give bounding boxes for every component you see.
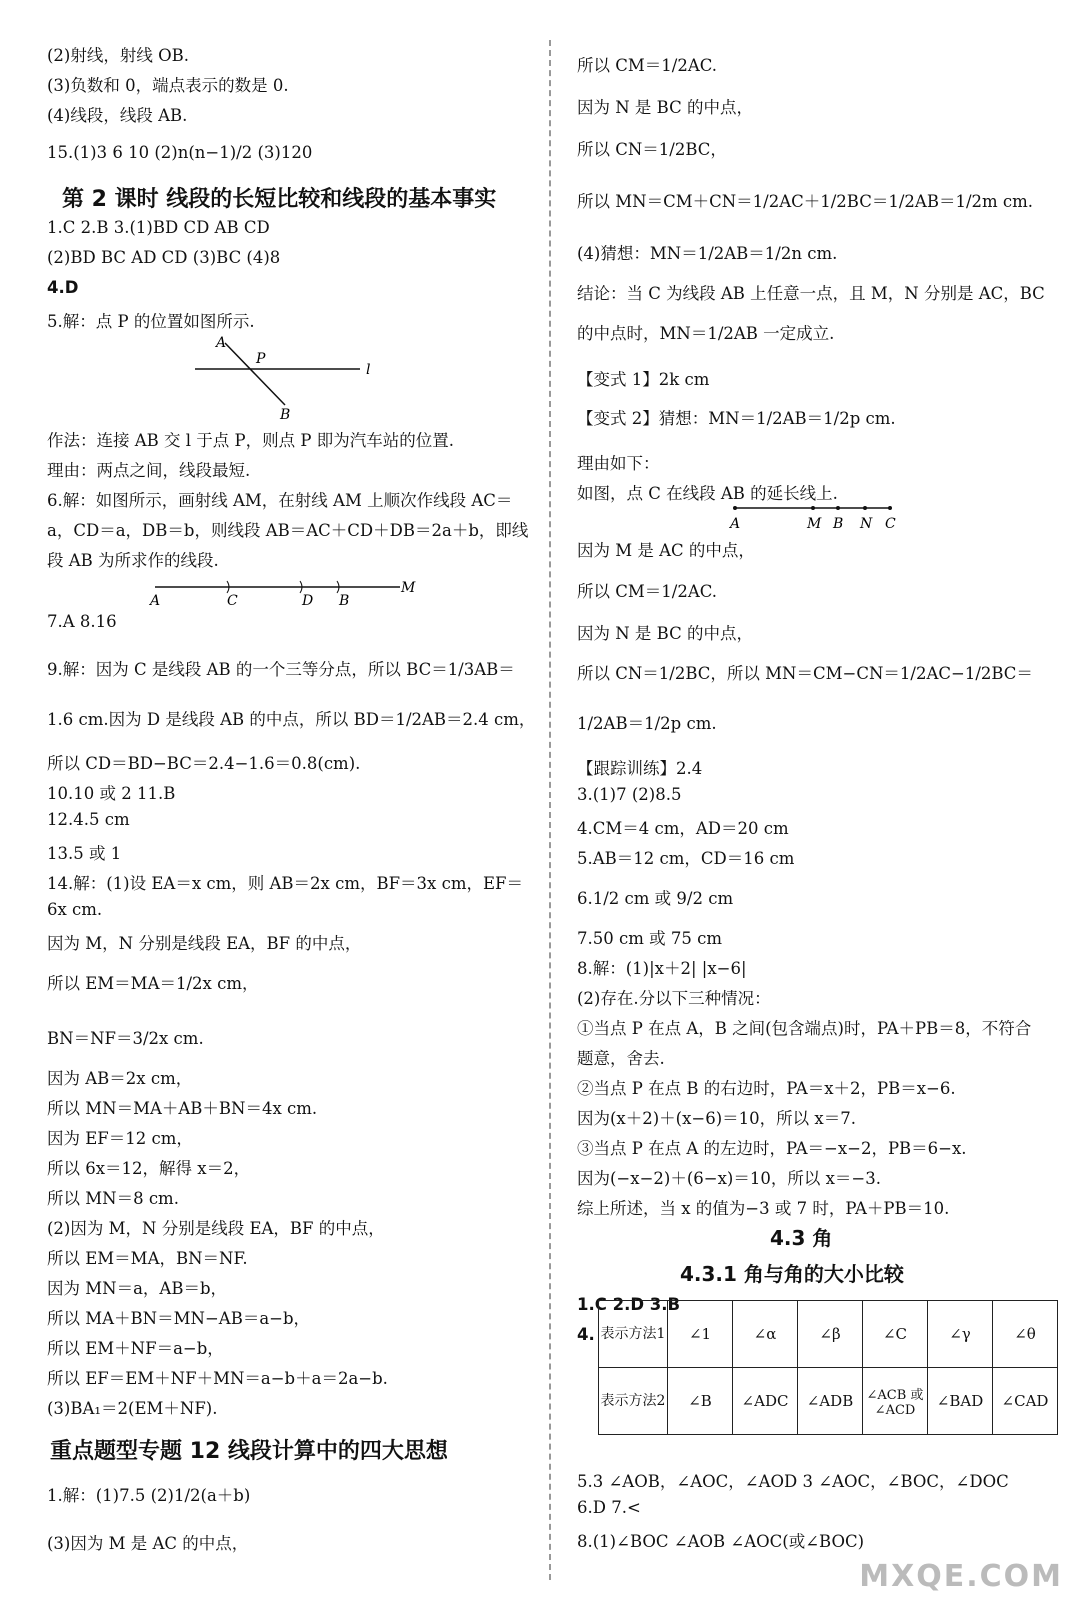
point-b <box>836 506 840 510</box>
text-line: 8.解：(1)|x＋2| |x−6| <box>577 959 747 978</box>
text-line: ③当点 P 在点 A 的左边时，PA＝−x−2，PB＝6−x. <box>577 1139 967 1158</box>
label-b: B <box>833 516 844 532</box>
text-line: 所以 EM＝MA，BN＝NF. <box>47 1249 248 1268</box>
text-line: 所以 CN＝1/2BC，所以 MN＝CM−CN＝1/2AC−1/2BC＝ <box>577 664 1033 683</box>
label-c: C <box>885 516 896 532</box>
text-line: 题意，舍去. <box>577 1049 665 1068</box>
table-cell: ∠ADC <box>733 1368 798 1435</box>
text-line: 所以 CD＝BD−BC＝2.4−1.6＝0.8(cm). <box>47 754 361 773</box>
segment-ab <box>225 343 285 405</box>
text-line: 10.10 或 2 11.B <box>47 784 176 803</box>
text-line: 【变式 2】猜想：MN＝1/2AB＝1/2p cm. <box>577 409 896 428</box>
point-m <box>811 506 815 510</box>
text-line: (2)存在.分以下三种情况： <box>577 989 771 1008</box>
label-b: B <box>339 593 350 609</box>
table-header: 表示方法1 <box>599 1301 668 1368</box>
table-cell: ∠ACB 或 ∠ACD <box>863 1368 928 1435</box>
label-n: N <box>860 516 873 532</box>
table-row <box>599 1368 1058 1435</box>
text-line: 15.(1)3 6 10 (2)n(n−1)/2 (3)120 <box>47 143 313 162</box>
label-p: P <box>256 351 266 367</box>
figure-extension <box>725 500 905 532</box>
section-heading: 重点题型专题 12 线段计算中的四大思想 <box>50 1439 448 1464</box>
text-line: 1.解：(1)7.5 (2)1/2(a＋b) <box>47 1486 251 1505</box>
label-c: C <box>227 593 238 609</box>
text-line: (2)射线，射线 OB. <box>47 46 190 65</box>
label-l: l <box>366 362 371 378</box>
table-row <box>599 1301 1058 1368</box>
text-line: 所以 6x＝12，解得 x＝2， <box>47 1159 251 1178</box>
text-line: (3)负数和 0，端点表示的数是 0. <box>47 76 289 95</box>
text-line: ①当点 P 在点 A，B 之间(包含端点)时，PA＋PB＝8，不符合 <box>577 1019 1032 1038</box>
text-line: 【变式 1】2k cm <box>577 370 710 389</box>
angle-notation-table <box>598 1300 1058 1435</box>
text-line: 所以 CM＝1/2AC. <box>577 56 718 75</box>
table-cell: ∠1 <box>668 1301 733 1368</box>
table-cell: ∠CAD <box>993 1368 1058 1435</box>
text-line: 理由如下： <box>577 454 660 473</box>
text-line: 14.解：(1)设 EA＝x cm，则 AB＝2x cm，BF＝3x cm，EF＝ <box>47 874 523 893</box>
point-c <box>888 506 892 510</box>
table-cell: ∠β <box>798 1301 863 1368</box>
text-line: (3)因为 M 是 AC 的中点， <box>47 1534 249 1553</box>
table-cell: ∠α <box>733 1301 798 1368</box>
text-line: 综上所述，当 x 的值为−3 或 7 时，PA＋PB＝10. <box>577 1199 950 1218</box>
text-line: 5.3 ∠AOB，∠AOC，∠AOD 3 ∠AOC，∠BOC，∠DOC <box>577 1472 1009 1491</box>
label-a: A <box>730 516 741 532</box>
text-line: 所以 MA＋BN＝MN−AB＝a−b， <box>47 1309 311 1328</box>
text-line: 3.(1)7 (2)8.5 <box>577 785 682 804</box>
text-line: 7.50 cm 或 75 cm <box>577 929 722 948</box>
table-header: 表示方法2 <box>599 1368 668 1435</box>
text-line: 所以 EM＋NF＝a−b， <box>47 1339 224 1358</box>
text-line: 5.解：点 P 的位置如图所示. <box>47 312 255 331</box>
text-line: 作法：连接 AB 交 l 于点 P，则点 P 即为汽车站的位置. <box>47 431 454 450</box>
subsection-heading: 4.3.1 角与角的大小比较 <box>680 1262 904 1286</box>
figure-point-p <box>180 335 390 420</box>
text-line: 段 AB 为所求作的线段. <box>47 551 219 570</box>
table-cell: ∠BAD <box>928 1368 993 1435</box>
text-line: 1.6 cm.因为 D 是线段 AB 的中点，所以 BD＝1/2AB＝2.4 cm， <box>47 710 536 729</box>
table-cell: ∠θ <box>993 1301 1058 1368</box>
text-line: BN＝NF＝3/2x cm. <box>47 1029 204 1048</box>
text-line: 因为 M，N 分别是线段 EA，BF 的中点， <box>47 934 362 953</box>
text-line: 【跟踪训练】2.4 <box>577 759 703 778</box>
section-heading: 4.3 角 <box>770 1226 833 1250</box>
text-line: 6.解：如图所示，画射线 AM，在射线 AM 上顺次作线段 AC＝ <box>47 491 513 510</box>
text-line: 所以 MN＝8 cm. <box>47 1189 179 1208</box>
text-line: 12.4.5 cm <box>47 810 130 829</box>
watermark: MXQE.COM <box>859 1559 1063 1594</box>
text-line: 1.C 2.D 3.B <box>577 1295 681 1314</box>
text-line: (3)BA₁＝2(EM＋NF). <box>47 1399 218 1418</box>
table-cell: ∠γ <box>928 1301 993 1368</box>
text-line: 所以 EF＝EM＋NF＋MN＝a−b＋a＝2a−b. <box>47 1369 388 1388</box>
point-n <box>863 506 867 510</box>
text-line: 8.(1)∠BOC ∠AOB ∠AOC(或∠BOC) <box>577 1532 865 1551</box>
label-m: M <box>401 580 416 596</box>
text-line: 6.D 7.< <box>577 1498 641 1517</box>
text-line: 的中点时，MN＝1/2AB 一定成立. <box>577 324 835 343</box>
text-line: 所以 CM＝1/2AC. <box>577 582 718 601</box>
text-line: (4)线段，线段 AB. <box>47 106 188 125</box>
text-line: 6.1/2 cm 或 9/2 cm <box>577 889 734 908</box>
text-line: 因为 N 是 BC 的中点， <box>577 98 753 117</box>
text-line: 理由：两点之间，线段最短. <box>47 461 251 480</box>
label-m: M <box>807 516 822 532</box>
text-line: 因为(−x−2)＋(6−x)＝10，所以 x＝−3. <box>577 1169 881 1188</box>
text-line: 4.D <box>47 278 79 297</box>
label-a: A <box>216 335 227 351</box>
text-line: 所以 MN＝MA＋AB＋BN＝4x cm. <box>47 1099 318 1118</box>
text-line: (2)BD BC AD CD (3)BC (4)8 <box>47 248 281 267</box>
label-a: A <box>150 593 161 609</box>
section-heading: 第 2 课时 线段的长短比较和线段的基本事实 <box>62 187 497 212</box>
text-line: 因为 EF＝12 cm， <box>47 1129 193 1148</box>
column-divider <box>549 40 551 1580</box>
table-cell: ∠C <box>863 1301 928 1368</box>
text-line: 4.CM＝4 cm，AD＝20 cm <box>577 819 789 838</box>
text-line: (2)因为 M，N 分别是线段 EA，BF 的中点， <box>47 1219 385 1238</box>
text-line: 1.C 2.B 3.(1)BD CD AB CD <box>47 218 270 237</box>
text-line: 7.A 8.16 <box>47 612 117 631</box>
figure-segment-ab <box>145 575 435 610</box>
text-line: 如图，点 C 在线段 AB 的延长线上. <box>577 484 838 503</box>
text-line: 因为 MN＝a，AB＝b， <box>47 1279 228 1298</box>
label-d: D <box>302 593 314 609</box>
text-line: 5.AB＝12 cm，CD＝16 cm <box>577 849 795 868</box>
table-cell: ∠ADB <box>798 1368 863 1435</box>
text-line: 所以 MN＝CM＋CN＝1/2AC＋1/2BC＝1/2AB＝1/2m cm. <box>577 192 1034 211</box>
text-line: ②当点 P 在点 B 的右边时，PA＝x＋2，PB＝x−6. <box>577 1079 956 1098</box>
text-line: 因为 M 是 AC 的中点， <box>577 541 755 560</box>
text-line: 结论：当 C 为线段 AB 上任意一点，且 M，N 分别是 AC，BC <box>577 284 1045 303</box>
text-line: 4. <box>577 1325 595 1344</box>
text-line: 因为 N 是 BC 的中点， <box>577 624 753 643</box>
text-line: 6x cm. <box>47 900 103 919</box>
label-b: B <box>280 407 291 420</box>
text-line: a，CD＝a，DB＝b，则线段 AB＝AC＋CD＋DB＝2a＋b，即线 <box>47 521 529 540</box>
text-line: (4)猜想：MN＝1/2AB＝1/2n cm. <box>577 244 838 263</box>
text-line: 13.5 或 1 <box>47 844 122 863</box>
text-line: 所以 EM＝MA＝1/2x cm， <box>47 974 259 993</box>
text-line: 9.解：因为 C 是线段 AB 的一个三等分点，所以 BC＝1/3AB＝ <box>47 660 515 679</box>
table-cell: ∠B <box>668 1368 733 1435</box>
text-line: 因为(x＋2)＋(x−6)＝10，所以 x＝7. <box>577 1109 856 1128</box>
text-line: 因为 AB＝2x cm， <box>47 1069 193 1088</box>
text-line: 1/2AB＝1/2p cm. <box>577 714 717 733</box>
point-a <box>733 506 737 510</box>
text-line: 所以 CN＝1/2BC， <box>577 140 727 159</box>
